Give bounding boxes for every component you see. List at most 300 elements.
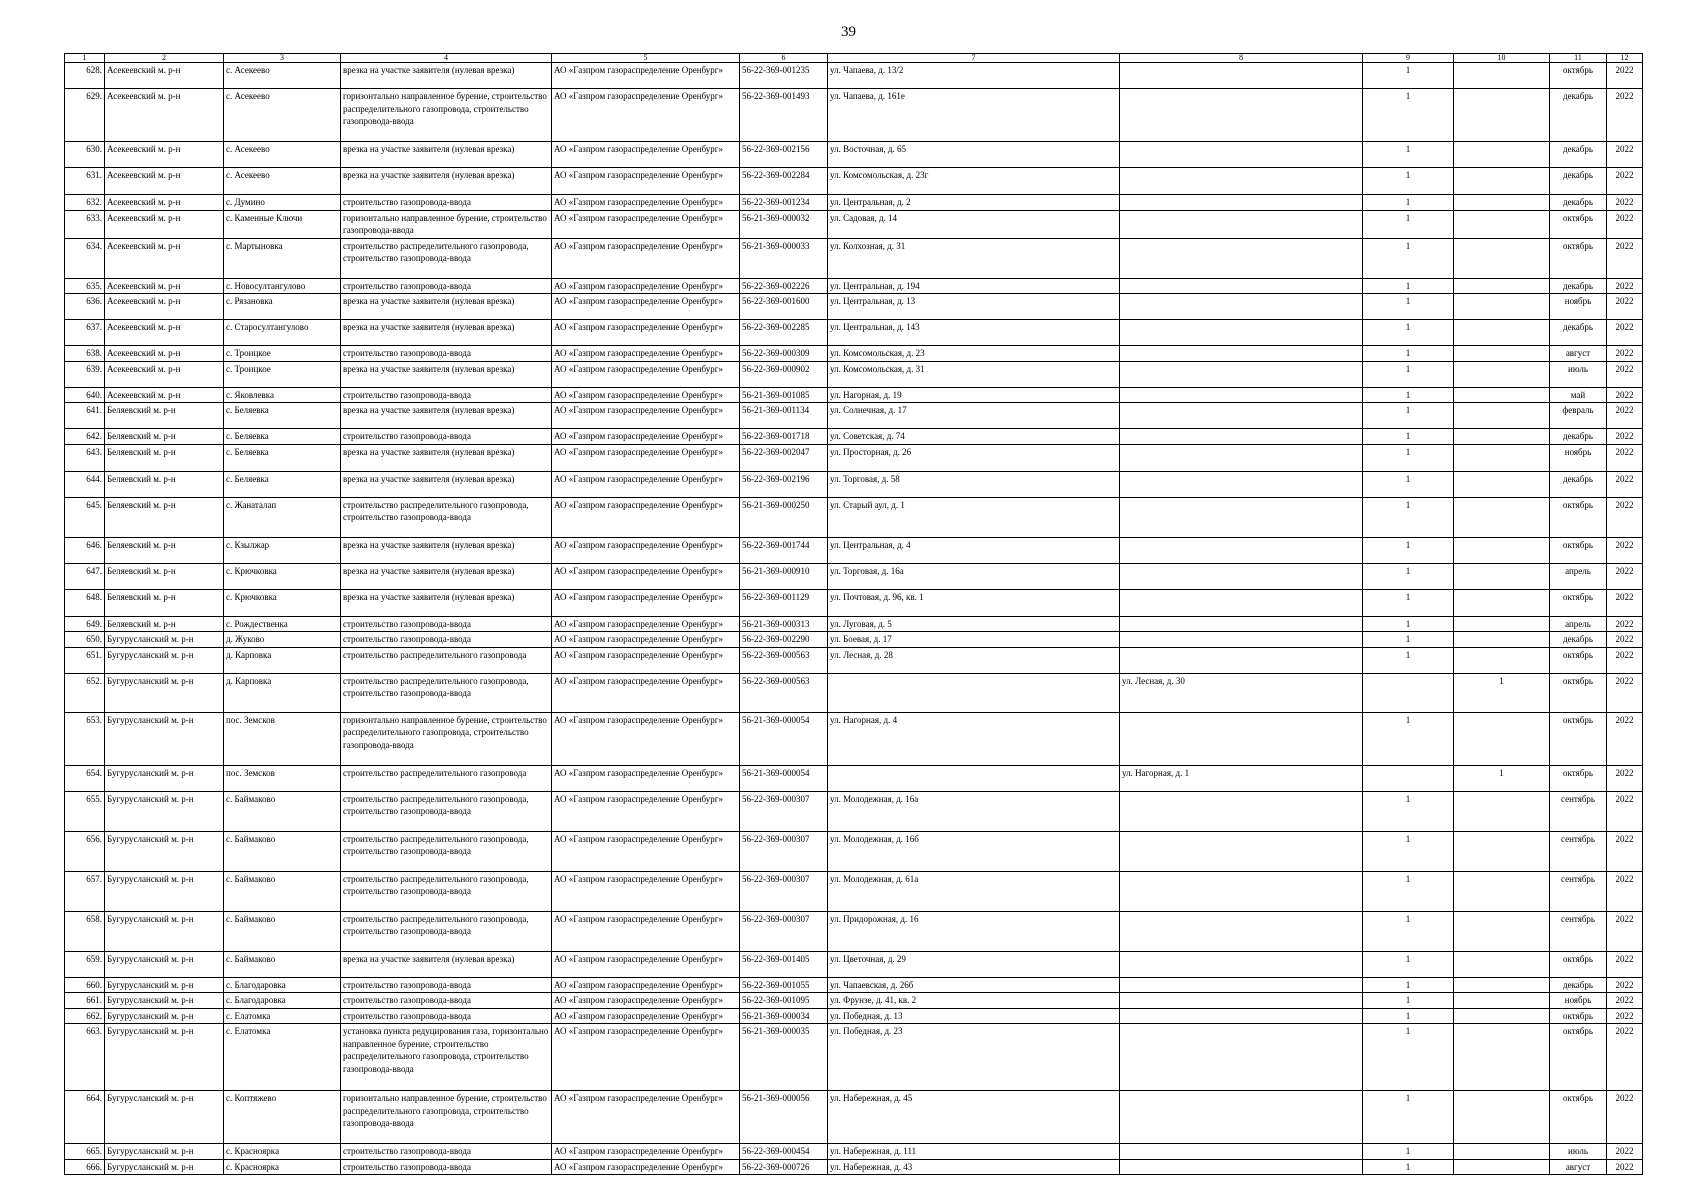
settlement-cell: с. Коптяжево [224,1091,341,1144]
operator-cell: АО «Газпром газораспределение Оренбург» [552,320,740,346]
operator-cell: АО «Газпром газораспределение Оренбург» [552,993,740,1009]
district-cell: Асекеевский м. р-н [105,89,224,142]
address-cell: ул. Центральная, д. 13 [828,294,1120,320]
application-id-cell: 56-21-369-001085 [740,387,828,403]
work-type-cell: строительство газопровода-ввода [341,1008,552,1024]
settlement-cell: д. Жуково [224,632,341,648]
month-cell: август [1550,346,1607,362]
district-cell: Бугурусланский м. р-н [105,765,224,791]
count-alt-cell [1454,444,1550,471]
row-number: 632. [65,195,105,211]
count-alt-cell [1454,871,1550,911]
address-cell: ул. Боевая, д. 17 [828,632,1120,648]
address-alt-cell [1120,195,1363,211]
month-cell: октябрь [1550,497,1607,537]
month-cell: июль [1550,361,1607,387]
row-number: 650. [65,632,105,648]
operator-cell: АО «Газпром газораспределение Оренбург» [552,89,740,142]
count-alt-cell [1454,1159,1550,1175]
table-row [65,444,1643,471]
application-id-cell: 56-22-369-002047 [740,444,828,471]
work-type-cell: врезка на участке заявителя (нулевая врезка) [341,294,552,320]
year-cell: 2022 [1607,563,1643,589]
count-cell: 1 [1363,1091,1454,1144]
settlement-cell: с. Елатомка [224,1024,341,1091]
row-number: 661. [65,993,105,1009]
application-id-cell: 56-22-369-001744 [740,537,828,563]
address-cell: ул. Молодежная, д. 61а [828,871,1120,911]
row-number: 630. [65,142,105,168]
table-row [65,89,1643,142]
address-alt-cell [1120,1024,1363,1091]
operator-cell: АО «Газпром газораспределение Оренбург» [552,1008,740,1024]
settlement-cell: с. Крючковка [224,589,341,616]
work-type-cell: строительство распределительного газопровода, строительство газопровода-ввода [341,871,552,911]
count-cell: 1 [1363,471,1454,497]
settlement-cell: с. Беляевка [224,471,341,497]
application-id-cell: 56-21-369-001134 [740,403,828,429]
count-cell: 1 [1363,951,1454,977]
table-row [65,210,1643,238]
month-cell: октябрь [1550,238,1607,278]
application-id-cell: 56-22-369-001718 [740,429,828,445]
table-row [65,647,1643,673]
row-number: 640. [65,387,105,403]
operator-cell: АО «Газпром газораспределение Оренбург» [552,294,740,320]
row-number: 664. [65,1091,105,1144]
work-type-cell: врезка на участке заявителя (нулевая врезка) [341,951,552,977]
application-id-cell: 56-22-369-000726 [740,1159,828,1175]
district-cell: Бугурусланский м. р-н [105,977,224,993]
year-cell: 2022 [1607,142,1643,168]
count-alt-cell [1454,632,1550,648]
operator-cell: АО «Газпром газораспределение Оренбург» [552,616,740,632]
row-number: 663. [65,1024,105,1091]
table-row [65,63,1643,89]
work-type-cell: строительство распределительного газопровода, строительство газопровода-ввода [341,497,552,537]
address-cell: ул. Фрунзе, д. 41, кв. 2 [828,993,1120,1009]
month-cell: октябрь [1550,537,1607,563]
application-id-cell: 56-22-369-000307 [740,911,828,951]
district-cell: Беляевский м. р-н [105,589,224,616]
row-number: 656. [65,831,105,871]
settlement-cell: с. Асекеево [224,142,341,168]
month-cell: апрель [1550,616,1607,632]
operator-cell: АО «Газпром газораспределение Оренбург» [552,765,740,791]
settlement-cell: с. Жанаталап [224,497,341,537]
year-cell: 2022 [1607,429,1643,445]
address-cell: ул. Комсомольская, д. 23г [828,168,1120,195]
count-cell: 1 [1363,647,1454,673]
column-header-11: 11 [1550,54,1607,63]
table-body [65,63,1643,1175]
row-number: 638. [65,346,105,362]
address-cell [828,765,1120,791]
district-cell: Бугурусланский м. р-н [105,951,224,977]
address-cell: ул. Луговая, д. 5 [828,616,1120,632]
row-number: 628. [65,63,105,89]
count-cell: 1 [1363,63,1454,89]
count-alt-cell [1454,993,1550,1009]
month-cell: февраль [1550,403,1607,429]
year-cell: 2022 [1607,444,1643,471]
work-type-cell: строительство газопровода-ввода [341,429,552,445]
month-cell: сентябрь [1550,871,1607,911]
work-type-cell: установка пункта редуцирования газа, горизонтально направленное бурение, строительство распределительного газопровода, строительство газопровода-ввода [341,1024,552,1091]
address-alt-cell [1120,429,1363,445]
year-cell: 2022 [1607,238,1643,278]
count-alt-cell [1454,647,1550,673]
count-cell: 1 [1363,1159,1454,1175]
settlement-cell: с. Думино [224,195,341,211]
year-cell: 2022 [1607,403,1643,429]
address-cell: ул. Чапаева, д. 161е [828,89,1120,142]
count-cell: 1 [1363,791,1454,831]
settlement-cell: с. Новосултангулово [224,278,341,294]
month-cell: декабрь [1550,89,1607,142]
year-cell: 2022 [1607,387,1643,403]
count-alt-cell [1454,142,1550,168]
work-type-cell: горизонтально направленное бурение, строительство распределительного газопровода, строительство газопровода-ввода [341,89,552,142]
row-number: 654. [65,765,105,791]
operator-cell: АО «Газпром газораспределение Оренбург» [552,403,740,429]
row-number: 635. [65,278,105,294]
district-cell: Беляевский м. р-н [105,537,224,563]
work-type-cell: врезка на участке заявителя (нулевая врезка) [341,403,552,429]
district-cell: Беляевский м. р-н [105,497,224,537]
count-alt-cell [1454,346,1550,362]
operator-cell: АО «Газпром газораспределение Оренбург» [552,589,740,616]
district-cell: Асекеевский м. р-н [105,294,224,320]
count-alt-cell [1454,616,1550,632]
district-cell: Асекеевский м. р-н [105,238,224,278]
count-alt-cell [1454,89,1550,142]
address-cell: ул. Комсомольская, д. 23 [828,346,1120,362]
application-id-cell: 56-21-369-000034 [740,1008,828,1024]
operator-cell: АО «Газпром газораспределение Оренбург» [552,632,740,648]
year-cell: 2022 [1607,1024,1643,1091]
district-cell: Асекеевский м. р-н [105,361,224,387]
address-cell: ул. Молодежная, д. 16б [828,831,1120,871]
district-cell: Беляевский м. р-н [105,429,224,445]
count-alt-cell [1454,294,1550,320]
count-alt-cell [1454,1144,1550,1160]
table-row [65,632,1643,648]
settlement-cell: с. Беляевка [224,403,341,429]
application-id-cell: 56-21-369-000033 [740,238,828,278]
year-cell: 2022 [1607,647,1643,673]
year-cell: 2022 [1607,210,1643,238]
settlement-cell: с. Мартыновка [224,238,341,278]
count-alt-cell [1454,1008,1550,1024]
address-alt-cell: ул. Лесная, д. 30 [1120,673,1363,712]
address-cell: ул. Нагорная, д. 4 [828,712,1120,765]
year-cell: 2022 [1607,993,1643,1009]
work-type-cell: врезка на участке заявителя (нулевая врезка) [341,320,552,346]
work-type-cell: врезка на участке заявителя (нулевая врезка) [341,471,552,497]
month-cell: декабрь [1550,168,1607,195]
row-number: 657. [65,871,105,911]
address-alt-cell [1120,712,1363,765]
column-header-4: 4 [341,54,552,63]
count-cell: 1 [1363,563,1454,589]
application-id-cell: 56-21-369-000910 [740,563,828,589]
operator-cell: АО «Газпром газораспределение Оренбург» [552,977,740,993]
work-type-cell: врезка на участке заявителя (нулевая врезка) [341,361,552,387]
month-cell: октябрь [1550,63,1607,89]
address-alt-cell [1120,444,1363,471]
table-row [65,403,1643,429]
address-alt-cell [1120,632,1363,648]
address-alt-cell [1120,1091,1363,1144]
address-cell: ул. Колхозная, д. 31 [828,238,1120,278]
column-header-9: 9 [1363,54,1454,63]
operator-cell: АО «Газпром газораспределение Оренбург» [552,911,740,951]
count-cell: 1 [1363,444,1454,471]
count-cell: 1 [1363,278,1454,294]
operator-cell: АО «Газпром газораспределение Оренбург» [552,387,740,403]
count-cell: 1 [1363,320,1454,346]
month-cell: октябрь [1550,210,1607,238]
district-cell: Бугурусланский м. р-н [105,1159,224,1175]
year-cell: 2022 [1607,765,1643,791]
count-cell [1363,765,1454,791]
settlement-cell: с. Елатомка [224,1008,341,1024]
operator-cell: АО «Газпром газораспределение Оренбург» [552,361,740,387]
count-cell: 1 [1363,238,1454,278]
operator-cell: АО «Газпром газораспределение Оренбург» [552,712,740,765]
work-type-cell: врезка на участке заявителя (нулевая врезка) [341,563,552,589]
application-id-cell: 56-22-369-000309 [740,346,828,362]
year-cell: 2022 [1607,537,1643,563]
document-table [64,53,1643,1175]
month-cell: октябрь [1550,1091,1607,1144]
operator-cell: АО «Газпром газораспределение Оренбург» [552,537,740,563]
address-cell: ул. Набережная, д. 43 [828,1159,1120,1175]
application-id-cell: 56-22-369-001600 [740,294,828,320]
count-alt-cell [1454,791,1550,831]
work-type-cell: строительство распределительного газопровода, строительство газопровода-ввода [341,673,552,712]
table-row [65,238,1643,278]
year-cell: 2022 [1607,673,1643,712]
work-type-cell: строительство распределительного газопровода, строительство газопровода-ввода [341,911,552,951]
row-number: 655. [65,791,105,831]
count-cell: 1 [1363,632,1454,648]
month-cell: декабрь [1550,195,1607,211]
year-cell: 2022 [1607,278,1643,294]
settlement-cell: с. Кзылжар [224,537,341,563]
row-number: 633. [65,210,105,238]
district-cell: Асекеевский м. р-н [105,168,224,195]
year-cell: 2022 [1607,63,1643,89]
row-number: 642. [65,429,105,445]
address-cell: ул. Чапаевская, д. 26б [828,977,1120,993]
application-id-cell: 56-22-369-001234 [740,195,828,211]
work-type-cell: врезка на участке заявителя (нулевая врезка) [341,168,552,195]
row-number: 641. [65,403,105,429]
table-row [65,712,1643,765]
address-alt-cell [1120,387,1363,403]
year-cell: 2022 [1607,1144,1643,1160]
count-cell: 1 [1363,142,1454,168]
work-type-cell: горизонтально направленное бурение, строительство распределительного газопровода, строительство газопровода-ввода [341,1091,552,1144]
address-cell: ул. Набережная, д. 111 [828,1144,1120,1160]
count-cell: 1 [1363,195,1454,211]
operator-cell: АО «Газпром газораспределение Оренбург» [552,238,740,278]
count-alt-cell [1454,320,1550,346]
row-number: 647. [65,563,105,589]
count-alt-cell [1454,831,1550,871]
application-id-cell: 56-22-369-000454 [740,1144,828,1160]
operator-cell: АО «Газпром газораспределение Оренбург» [552,471,740,497]
count-alt-cell [1454,403,1550,429]
count-alt-cell [1454,210,1550,238]
address-cell: ул. Центральная, д. 143 [828,320,1120,346]
count-cell: 1 [1363,89,1454,142]
count-alt-cell [1454,1024,1550,1091]
district-cell: Бугурусланский м. р-н [105,911,224,951]
application-id-cell: 56-22-369-002156 [740,142,828,168]
district-cell: Беляевский м. р-н [105,563,224,589]
address-alt-cell [1120,89,1363,142]
year-cell: 2022 [1607,1091,1643,1144]
table-row [65,471,1643,497]
count-cell [1363,673,1454,712]
row-number: 645. [65,497,105,537]
application-id-cell: 56-22-369-000307 [740,791,828,831]
address-alt-cell [1120,210,1363,238]
column-header-3: 3 [224,54,341,63]
settlement-cell: с. Беляевка [224,444,341,471]
row-number: 666. [65,1159,105,1175]
district-cell: Бугурусланский м. р-н [105,993,224,1009]
count-cell: 1 [1363,1024,1454,1091]
application-id-cell: 56-22-369-000902 [740,361,828,387]
address-cell: ул. Нагорная, д. 19 [828,387,1120,403]
operator-cell: АО «Газпром газораспределение Оренбург» [552,346,740,362]
address-cell: ул. Советская, д. 74 [828,429,1120,445]
year-cell: 2022 [1607,951,1643,977]
table-row [65,142,1643,168]
work-type-cell: строительство распределительного газопровода, строительство газопровода-ввода [341,831,552,871]
table-row [65,871,1643,911]
month-cell: ноябрь [1550,294,1607,320]
count-cell: 1 [1363,429,1454,445]
address-alt-cell [1120,537,1363,563]
application-id-cell: 56-22-369-002284 [740,168,828,195]
work-type-cell: строительство газопровода-ввода [341,278,552,294]
month-cell: октябрь [1550,951,1607,977]
table-row [65,1144,1643,1160]
address-alt-cell [1120,563,1363,589]
operator-cell: АО «Газпром газораспределение Оренбург» [552,444,740,471]
operator-cell: АО «Газпром газораспределение Оренбург» [552,63,740,89]
count-cell: 1 [1363,871,1454,911]
address-cell: ул. Победная, д. 13 [828,1008,1120,1024]
table-row [65,294,1643,320]
work-type-cell: строительство распределительного газопровода, строительство газопровода-ввода [341,791,552,831]
district-cell: Бугурусланский м. р-н [105,647,224,673]
work-type-cell: строительство газопровода-ввода [341,993,552,1009]
column-header-2: 2 [105,54,224,63]
month-cell: ноябрь [1550,993,1607,1009]
table-row [65,195,1643,211]
column-header-6: 6 [740,54,828,63]
year-cell: 2022 [1607,1159,1643,1175]
operator-cell: АО «Газпром газораспределение Оренбург» [552,673,740,712]
month-cell: май [1550,387,1607,403]
application-id-cell: 56-22-369-001235 [740,63,828,89]
month-cell: декабрь [1550,142,1607,168]
row-number: 659. [65,951,105,977]
address-alt-cell [1120,471,1363,497]
page-number: 39 [841,24,856,40]
row-number: 637. [65,320,105,346]
address-alt-cell [1120,791,1363,831]
row-number: 636. [65,294,105,320]
work-type-cell: врезка на участке заявителя (нулевая врезка) [341,444,552,471]
district-cell: Бугурусланский м. р-н [105,1091,224,1144]
application-id-cell: 56-22-369-000307 [740,871,828,911]
row-number: 648. [65,589,105,616]
operator-cell: АО «Газпром газораспределение Оренбург» [552,142,740,168]
operator-cell: АО «Газпром газораспределение Оренбург» [552,429,740,445]
application-id-cell: 56-22-369-001493 [740,89,828,142]
address-cell: ул. Набережная, д. 45 [828,1091,1120,1144]
district-cell: Бугурусланский м. р-н [105,871,224,911]
application-id-cell: 56-22-369-000307 [740,831,828,871]
address-alt-cell [1120,168,1363,195]
operator-cell: АО «Газпром газораспределение Оренбург» [552,871,740,911]
district-cell: Асекеевский м. р-н [105,320,224,346]
address-cell: ул. Лесная, д. 28 [828,647,1120,673]
count-cell: 1 [1363,977,1454,993]
address-alt-cell [1120,993,1363,1009]
address-alt-cell [1120,142,1363,168]
count-alt-cell [1454,497,1550,537]
count-alt-cell: 1 [1454,765,1550,791]
settlement-cell: пос. Земсков [224,712,341,765]
settlement-cell: с. Баймаково [224,911,341,951]
address-alt-cell [1120,871,1363,911]
count-cell: 1 [1363,712,1454,765]
count-cell: 1 [1363,403,1454,429]
settlement-cell: с. Баймаково [224,951,341,977]
count-cell: 1 [1363,831,1454,871]
year-cell: 2022 [1607,791,1643,831]
settlement-cell: с. Баймаково [224,871,341,911]
year-cell: 2022 [1607,294,1643,320]
operator-cell: АО «Газпром газораспределение Оренбург» [552,831,740,871]
operator-cell: АО «Газпром газораспределение Оренбург» [552,210,740,238]
application-id-cell: 56-21-369-000056 [740,1091,828,1144]
address-cell: ул. Почтовая, д. 96, кв. 1 [828,589,1120,616]
settlement-cell: д. Карповка [224,647,341,673]
operator-cell: АО «Газпром газораспределение Оренбург» [552,1024,740,1091]
operator-cell: АО «Газпром газораспределение Оренбург» [552,791,740,831]
table-row [65,1024,1643,1091]
month-cell: декабрь [1550,320,1607,346]
application-id-cell: 56-22-369-001405 [740,951,828,977]
table-row [65,1008,1643,1024]
district-cell: Асекеевский м. р-н [105,63,224,89]
count-alt-cell [1454,537,1550,563]
table-row [65,831,1643,871]
work-type-cell: строительство газопровода-ввода [341,977,552,993]
column-header-10: 10 [1454,54,1550,63]
month-cell: октябрь [1550,647,1607,673]
year-cell: 2022 [1607,89,1643,142]
